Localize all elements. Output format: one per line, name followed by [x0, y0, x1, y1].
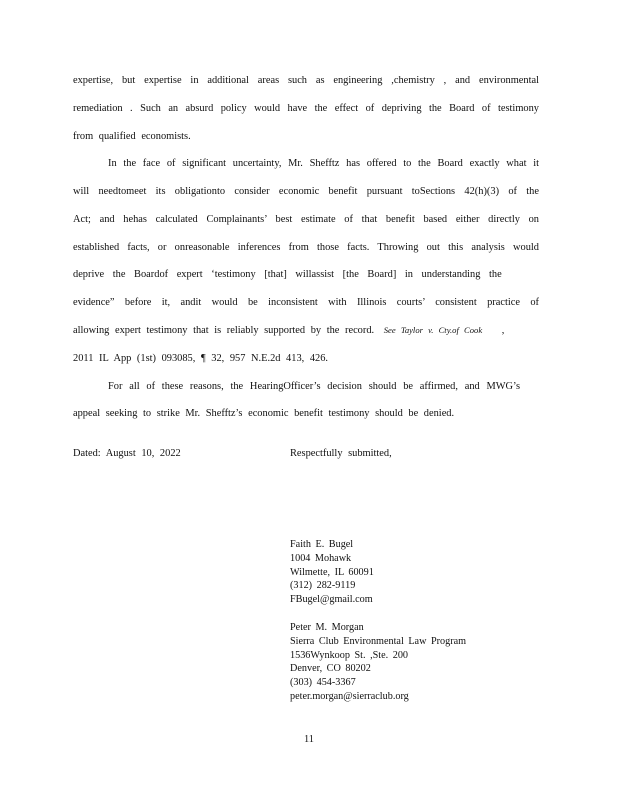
paragraph-2-line-3: Act; and hehas calculated Complainants’ best estimate of that benefit based either directly on [73, 214, 539, 225]
dated-line: Dated: August 10, 2022 [73, 448, 181, 459]
case-citation: See Taylor v. Cty.of Cook [383, 325, 483, 335]
attorney-1-email: FBugel@gmail.com [290, 594, 373, 606]
attorney-1-city: Wilmette, IL 60091 [290, 566, 374, 578]
paragraph-2-line-7 [73, 324, 539, 337]
paragraph-2-line-8: 2011 IL App (1st) 093085, ¶ 32, 957 N.E.2d 413, 426. [73, 353, 329, 364]
closing-line: Respectfully submitted, [290, 448, 392, 459]
paragraph-2-line-1: In the face of significant uncertainty, Mr. Shefftz has offered to the Board exactly what it [108, 158, 539, 169]
paragraph-3-line-2: appeal seeking to strike Mr. Shefftz’s economic benefit testimony should be denied. [73, 408, 455, 419]
paragraph-2-line-7-text: allowing expert testimony that is reliably supported by the record. [73, 325, 375, 336]
paragraph-3-line-1: For all of these reasons, the HearingOfficer’s decision should be affirmed, and MWG’s [108, 381, 520, 392]
attorney-1-block [290, 538, 550, 607]
attorney-2-street: 1536Wynkoop St. ,Ste. 200 [290, 649, 409, 661]
attorney-1-phone: (312) 282-9119 [290, 580, 356, 592]
paragraph-1-line-3: from qualified economists. [73, 131, 191, 142]
attorney-2-phone: (303) 454-3367 [290, 677, 356, 689]
attorney-2-block [290, 621, 550, 704]
attorney-1-street: 1004 Mohawk [290, 552, 352, 564]
paragraph-2-line-6: evidence” before it, andit would be inconsistent with Illinois courts’ consistent practice of [73, 297, 539, 308]
attorney-1-name: Faith E. Bugel [290, 539, 354, 550]
paragraph-2-line-4: established facts, or onreasonable inferences from those facts. Throwing out this analysis would [73, 242, 539, 253]
page-number: 11 [303, 734, 314, 745]
paragraph-2-line-2: will needtomeet its obligationto consider economic benefit pursuant toSections 42(h)(3) of the [73, 186, 539, 197]
attorney-2-org: Sierra Club Environmental Law Program [290, 635, 467, 647]
citation-comma: , [501, 325, 505, 336]
attorney-2-city: Denver, CO 80202 [290, 663, 371, 675]
paragraph-1-line-1: expertise, but expertise in additional areas such as engineering ,chemistry , and environmental [73, 75, 539, 86]
attorney-2-email: peter.morgan@sierraclub.org [290, 690, 409, 702]
attorney-2-name: Peter M. Morgan [290, 622, 364, 633]
paragraph-2-line-5: deprive the Boardof expert ‘testimony [that] willassist [the Board] in understanding the [73, 269, 502, 280]
paragraph-1-line-2: remediation . Such an absurd policy would have the effect of depriving the Board of testimony [73, 103, 539, 114]
